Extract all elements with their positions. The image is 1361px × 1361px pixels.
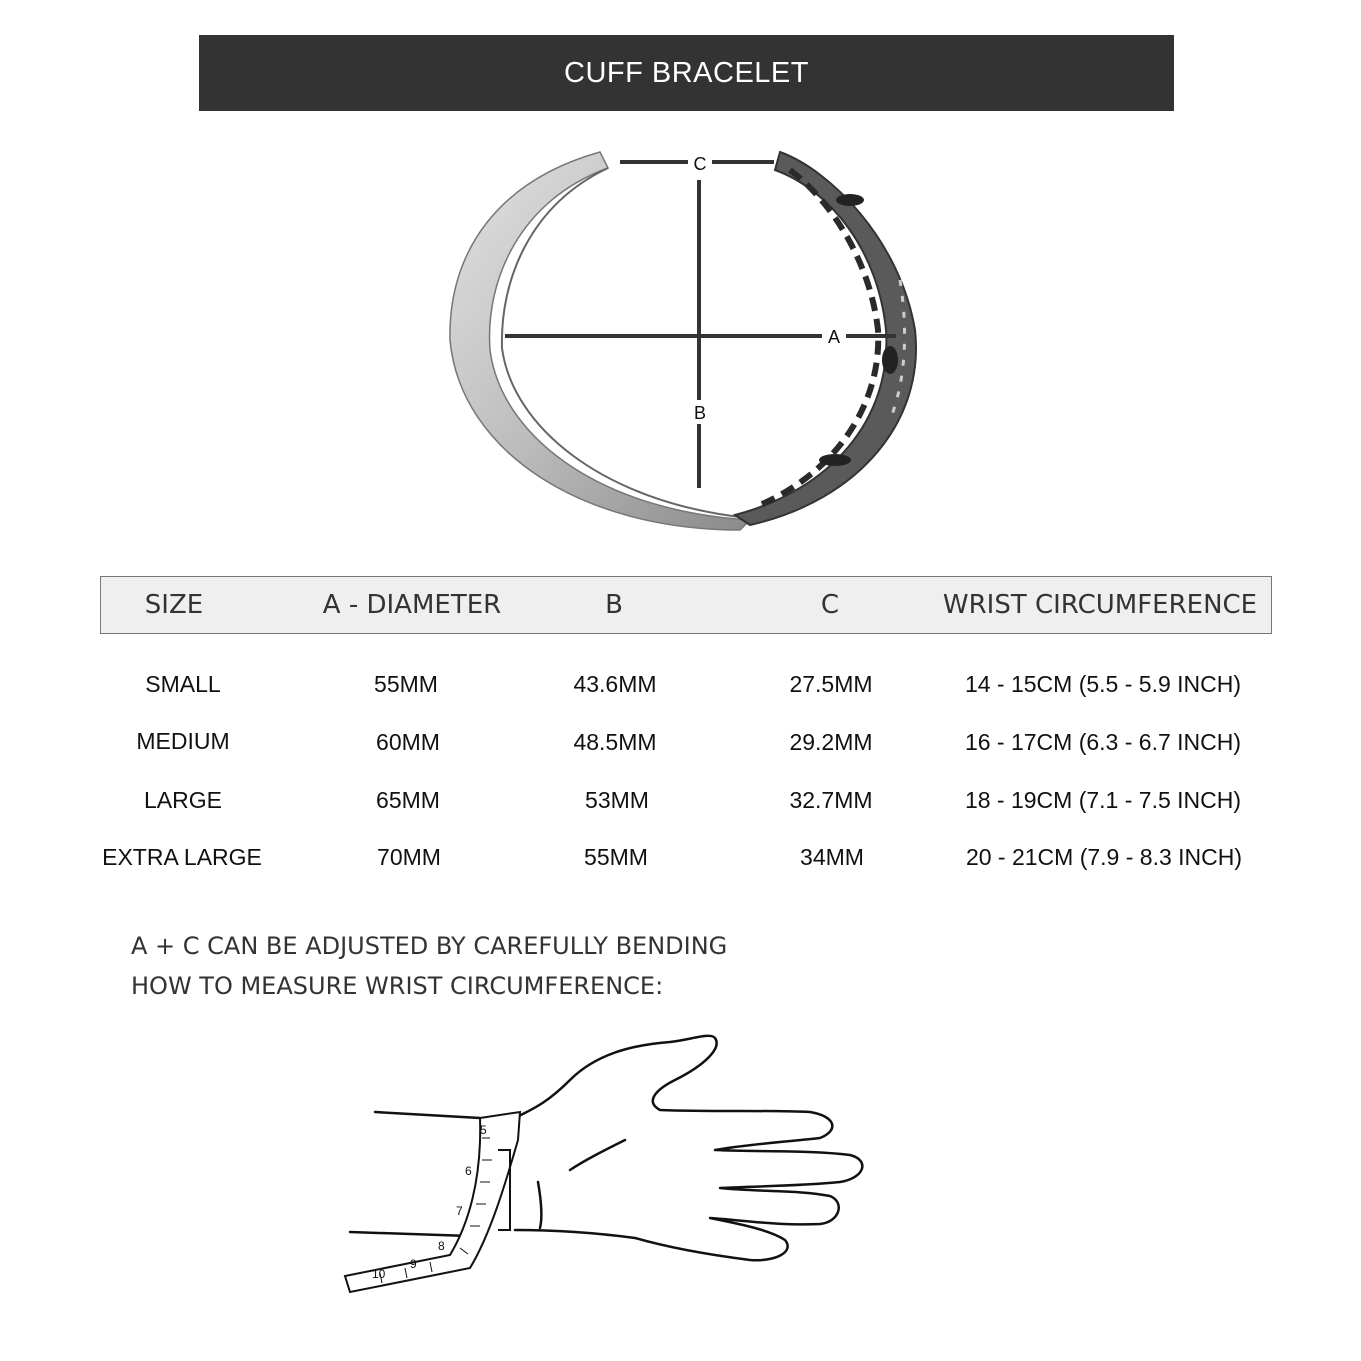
label-a: A: [827, 327, 841, 347]
cell-b: 43.6MM: [573, 671, 657, 697]
header-size: SIZE: [144, 590, 204, 620]
tape-mark: 10: [372, 1267, 386, 1281]
cell-size: LARGE: [144, 787, 222, 813]
cell-b: 48.5MM: [573, 729, 657, 755]
cell-c: 34MM: [800, 844, 864, 870]
tape-mark: 8: [438, 1239, 445, 1253]
cell-size: MEDIUM: [136, 728, 230, 754]
bracelet-diagram: [430, 130, 970, 550]
header-b: B: [605, 590, 623, 620]
bracelet-band: [450, 152, 916, 530]
cell-b: 53MM: [585, 787, 649, 813]
header-wrist-circumference: WRIST CIRCUMFERENCE: [942, 590, 1258, 620]
note-measure: HOW TO MEASURE WRIST CIRCUMFERENCE:: [131, 972, 664, 1000]
hand-outline: [515, 1036, 862, 1260]
note-adjust: A + C CAN BE ADJUSTED BY CAREFULLY BENDING: [131, 932, 728, 960]
page-title: [199, 35, 1174, 111]
header-c: C: [820, 590, 840, 620]
cell-diameter: 70MM: [377, 844, 441, 870]
header-diameter: A - DIAMETER: [322, 590, 502, 620]
cell-b: 55MM: [584, 844, 648, 870]
measuring-tape: [345, 1112, 520, 1292]
cell-diameter: 55MM: [374, 671, 438, 697]
page-title-text: CUFF BRACELET: [564, 56, 809, 89]
tape-mark: 9: [410, 1257, 417, 1271]
cell-c: 29.2MM: [789, 729, 873, 755]
cell-diameter: 65MM: [376, 787, 440, 813]
label-c: C: [693, 154, 707, 174]
cell-wrist: 16 - 17CM (6.3 - 6.7 INCH): [964, 729, 1242, 755]
cell-wrist: 20 - 21CM (7.9 - 8.3 INCH): [965, 844, 1243, 870]
cell-size: SMALL: [145, 671, 221, 697]
tape-mark: 6: [465, 1164, 472, 1178]
cell-size: EXTRA LARGE: [102, 844, 262, 870]
wrist-measure-illustration: [330, 1010, 890, 1310]
cell-diameter: 60MM: [376, 729, 440, 755]
cell-wrist: 14 - 15CM (5.5 - 5.9 INCH): [964, 671, 1242, 697]
cell-wrist: 18 - 19CM (7.1 - 7.5 INCH): [964, 787, 1242, 813]
cell-c: 27.5MM: [789, 671, 873, 697]
tape-mark: 7: [456, 1204, 463, 1218]
forearm-outline: [375, 1112, 480, 1118]
label-b: B: [693, 403, 707, 423]
tape-mark: 5: [480, 1123, 487, 1137]
cell-c: 32.7MM: [789, 787, 873, 813]
